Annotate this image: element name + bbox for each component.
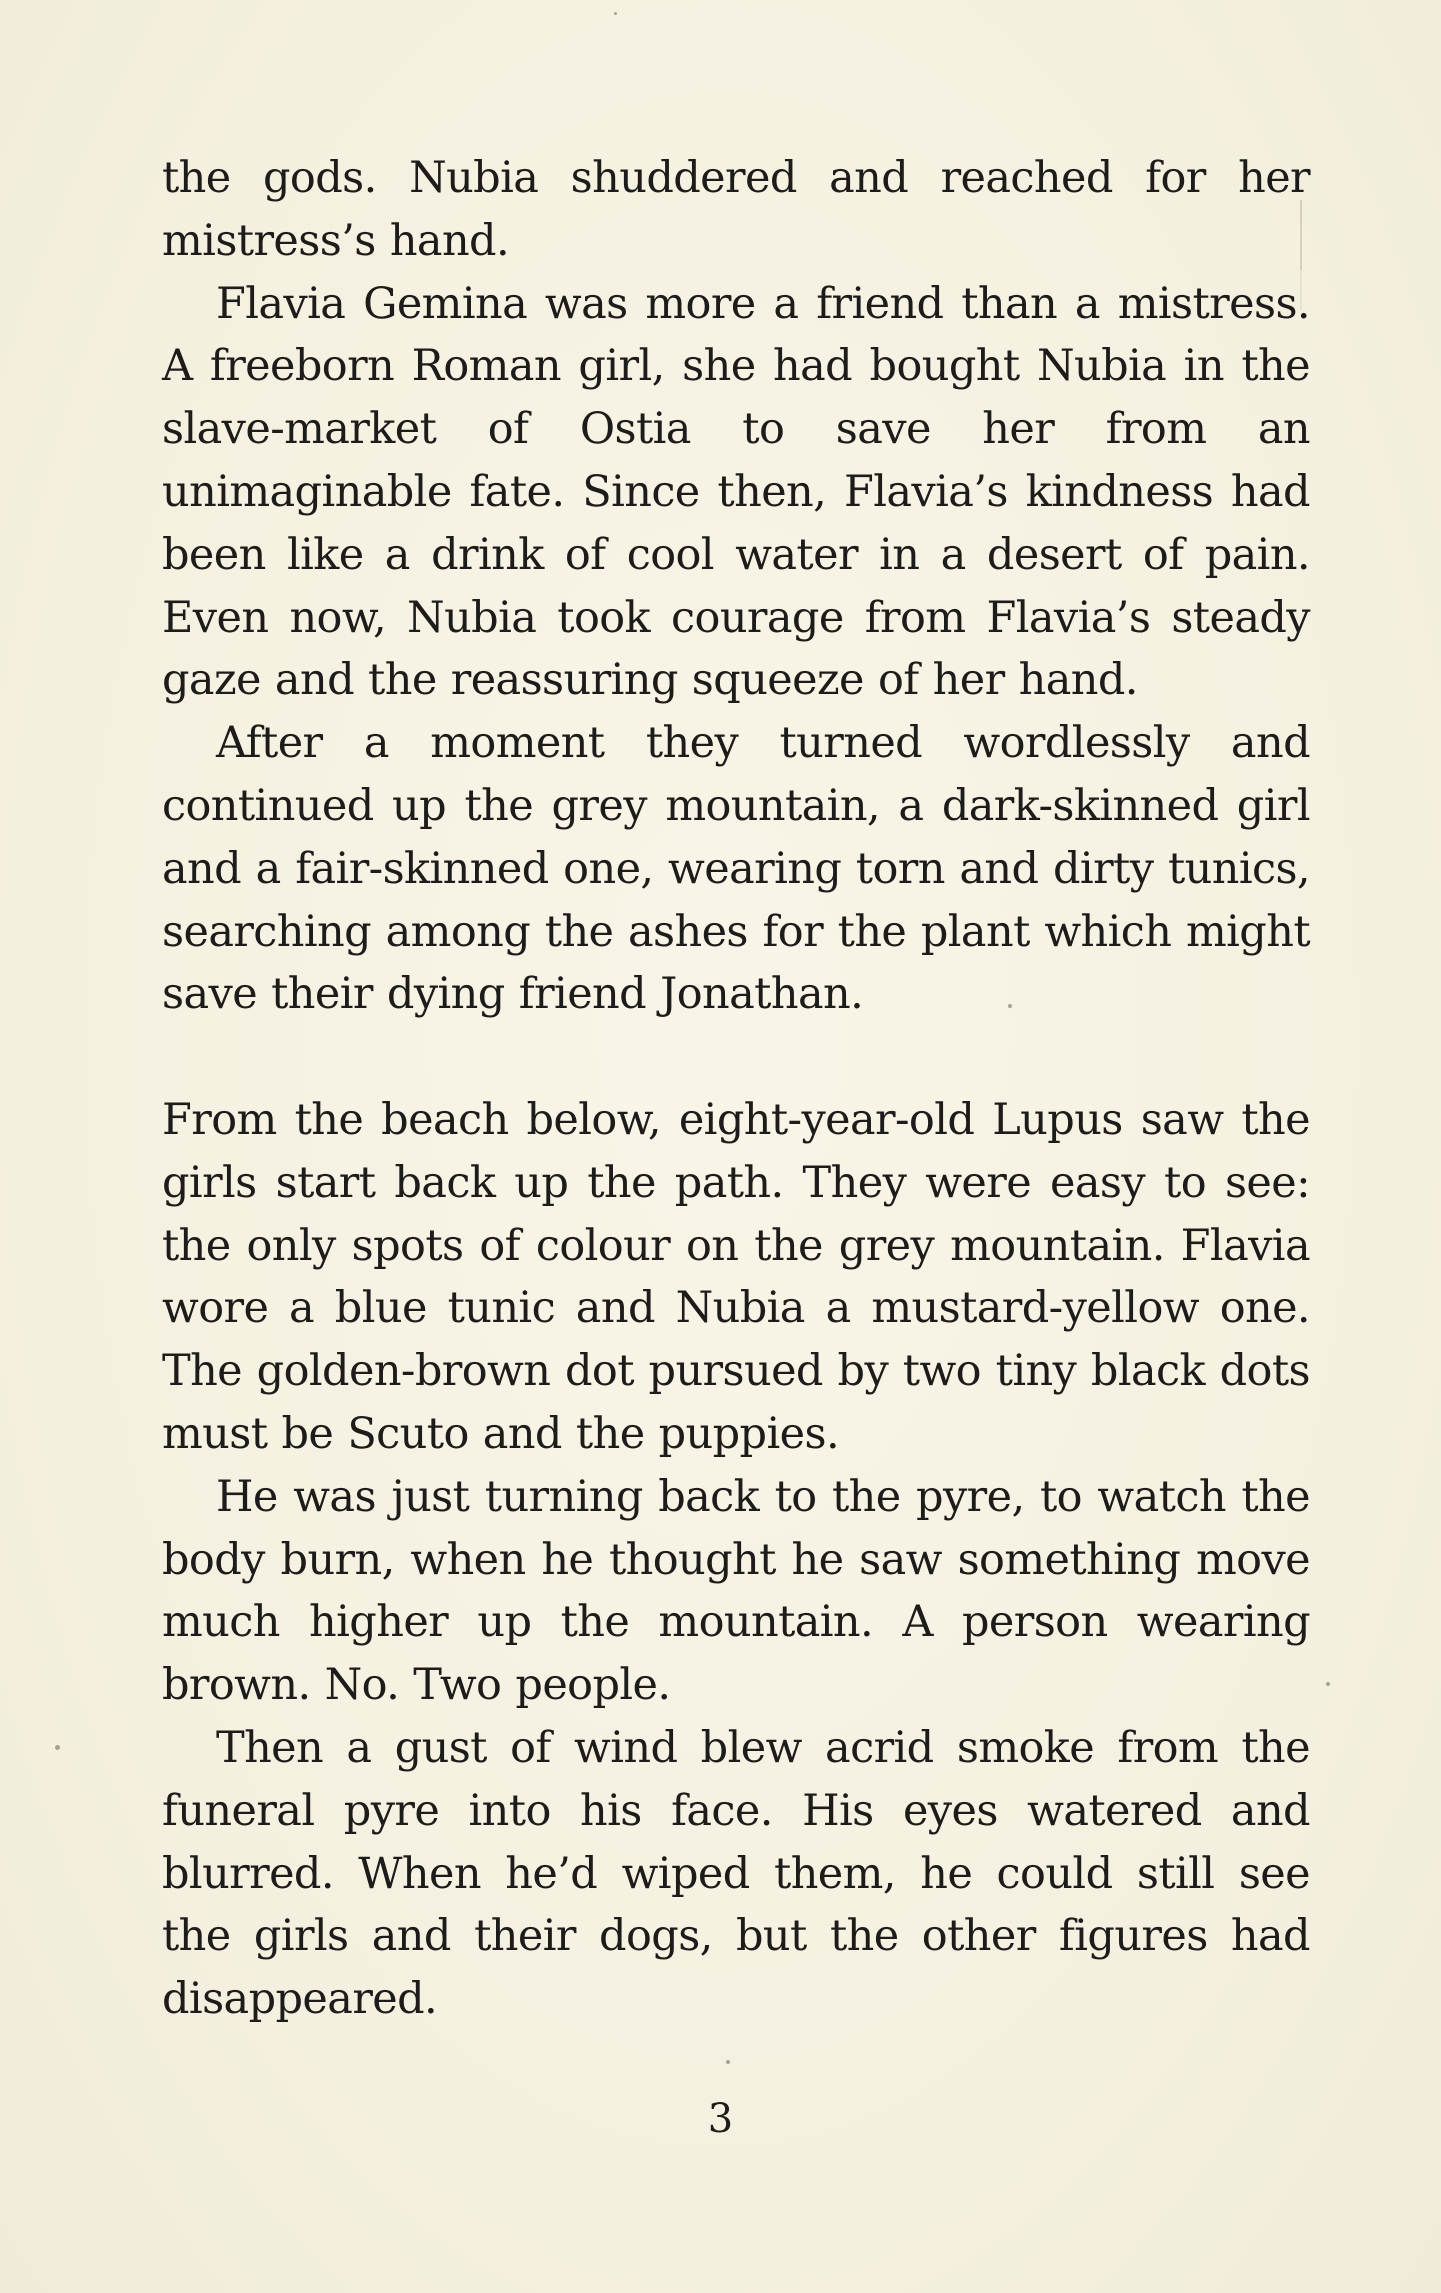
section-start-paragraph: From the beach below, eight-year-old Lupus saw the girls start back up the path. They were easy to see: the only spots of colour on the grey mountain. Flavia wore a blue tunic and Nubia a mustard-yellow one. The golden-brown dot pursued by two tiny black dots must be Scuto and the puppies.	[162, 1094, 1310, 1459]
paragraph-continuation: the gods. Nubia shuddered and reached for her mistress’s hand.	[162, 153, 1310, 266]
body-text	[162, 147, 1310, 2031]
paragraph: After a moment they turned wordlessly and continued up the grey mountain, a dark-skinned girl and a fair-skinned one, wearing torn and dirty tunics, searching among the ashes for the plant which might save their dying friend Jonathan.	[162, 718, 1310, 1020]
paper-speck	[1326, 1682, 1330, 1686]
paper-speck	[726, 2060, 730, 2064]
paper-speck	[55, 1745, 60, 1750]
page-number: 3	[707, 2096, 734, 2142]
paragraph: He was just turning back to the pyre, to watch the body burn, when he thought he saw something move much higher up the mountain. A person wearing brown. No. Two people.	[162, 1471, 1310, 1711]
paragraph: Then a gust of wind blew acrid smoke from the funeral pyre into his face. His eyes watered and blurred. When he’d wiped them, he could still see the girls and their dogs, but the other figures had disappeared.	[162, 1722, 1310, 2025]
paragraph: Flavia Gemina was more a friend than a mistress. A freeborn Roman girl, she had bought Nubia in the slave-market of Ostia to save her from an unimaginable fate. Since then, Flavia’s kindness had been like a drink of cool water in a desert of pain. Even now, Nubia took courage from Flavia’s steady gaze and the reassuring squeeze of her hand.	[162, 278, 1310, 706]
paper-speck	[614, 12, 617, 15]
